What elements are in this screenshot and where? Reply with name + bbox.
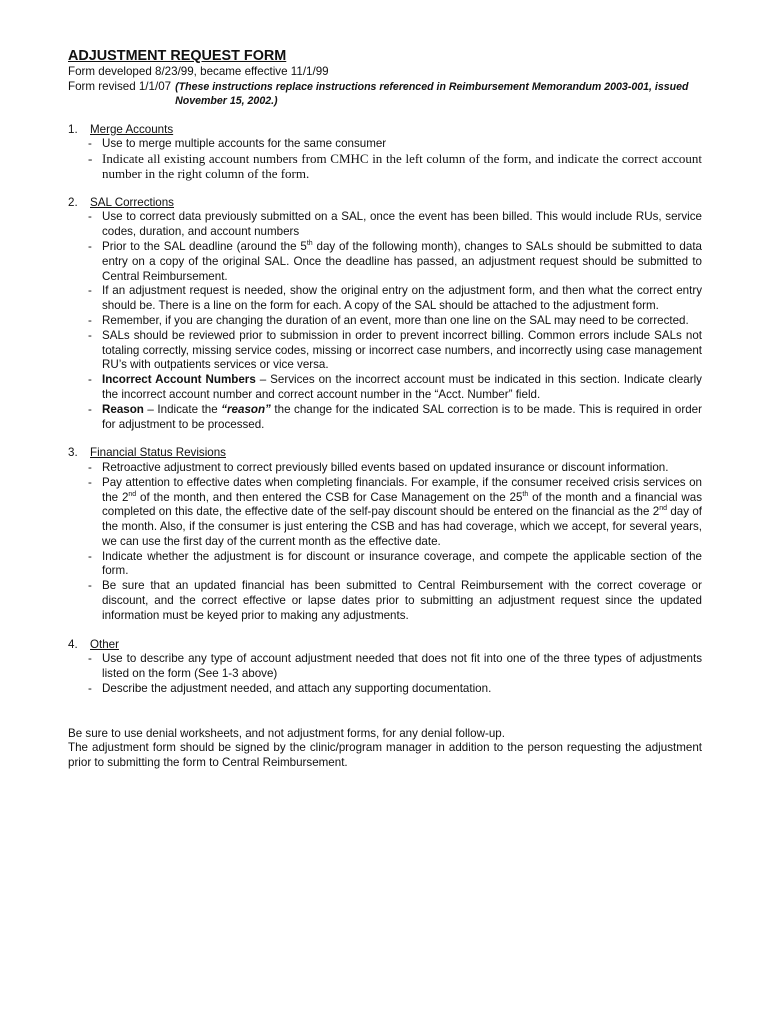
item-text: Prior to the SAL deadline (around the 5th day of the following month), changes to SALs should be submitted to data entry on a copy of the original SAL. Once the deadline has passed, an adjustment request should be submitted to Central Reimbursement. bbox=[102, 239, 702, 283]
item-text: Indicate all existing account numbers from CMHC in the left column of the form, and indicate the correct account number in the right column of the form. bbox=[102, 151, 702, 181]
section-number: 2. bbox=[68, 195, 78, 209]
list-item bbox=[88, 682, 702, 697]
form-title: ADJUSTMENT REQUEST FORM bbox=[68, 48, 287, 64]
section-number: 4. bbox=[68, 637, 78, 651]
item-text: Describe the adjustment needed, and attach any supporting documentation. bbox=[102, 681, 492, 695]
footer-line: Be sure to use denial worksheets, and not adjustment forms, for any denial follow-up. bbox=[68, 726, 505, 740]
list-item bbox=[88, 152, 702, 182]
list-item bbox=[88, 461, 702, 476]
item-text: If an adjustment request is needed, show the original entry on the adjustment form, and then what the correct entry should be. There is a line on the form for each. A copy of the SAL should be attached to the adjustment form. bbox=[102, 284, 702, 313]
list-item bbox=[88, 240, 702, 284]
bold-label: Reason bbox=[102, 402, 144, 416]
list-item bbox=[88, 579, 702, 623]
section-merge-accounts bbox=[68, 123, 702, 182]
footer-notes bbox=[68, 727, 702, 771]
list-item bbox=[88, 137, 702, 152]
dash-bullet: - bbox=[88, 210, 92, 224]
item-text: Pay attention to effective dates when completing financials. For example, if the consumer received crisis services on the 2nd of the month, and then entered the CSB for Case Management on the 25th of the month and a financial was completed on this date, the effective date of the self-pay discount should be entered on the financial as the 2nd day of the month. Also, if the consumer is just entering the CSB and has had coverage, which we accept, for several years, we can use the first day of the current month as the effective date. bbox=[102, 475, 702, 548]
list-item bbox=[88, 210, 702, 240]
dash-bullet: - bbox=[88, 402, 92, 416]
revised-line bbox=[68, 80, 702, 109]
item-text: Use to describe any type of account adjustment needed that does not fit into one of the three types of adjustments listed on the form (See 1-3 above) bbox=[102, 652, 702, 681]
dash-bullet: - bbox=[88, 475, 92, 489]
item-text: SALs should be reviewed prior to submission in order to prevent incorrect billing. Common errors include SALs not totaling correctly, missing service codes, missing or incorrect case numbers, and incorrectly using case management RU’s with outpatients services or vice versa. bbox=[102, 328, 702, 372]
section-sal-corrections bbox=[68, 196, 702, 433]
list-item bbox=[88, 403, 702, 433]
revised-note: (These instructions replace instructions referenced in Reimbursement Memorandum 2003-001, issued November 15, 2002.) bbox=[175, 80, 689, 108]
section-financial-status-revisions bbox=[68, 446, 702, 623]
section-number: 1. bbox=[68, 122, 78, 136]
emphasis-reason: “reason” bbox=[221, 402, 271, 416]
list-item bbox=[88, 284, 702, 314]
item-text: Indicate whether the adjustment is for discount or insurance coverage, and compete the applicable section of the form. bbox=[102, 549, 702, 578]
item-text: Reason – Indicate the “reason” the change for the indicated SAL correction is to be made. This is required in order for adjustment to be processed. bbox=[102, 402, 702, 431]
dash-bullet: - bbox=[88, 239, 92, 253]
dash-bullet: - bbox=[88, 579, 92, 593]
dash-bullet: - bbox=[88, 284, 92, 298]
dash-bullet: - bbox=[88, 313, 92, 327]
item-text: Use to merge multiple accounts for the same consumer bbox=[102, 137, 387, 151]
dash-bullet: - bbox=[88, 549, 92, 563]
dash-bullet: - bbox=[88, 652, 92, 666]
list-item bbox=[88, 314, 702, 329]
item-text: Remember, if you are changing the duration of an event, more than one line on the SAL may need to be corrected. bbox=[102, 313, 689, 327]
item-text: Use to correct data previously submitted on a SAL, once the event has been billed. This would include RUs, service codes, duration, and account numbers bbox=[102, 210, 702, 239]
section-title: Financial Status Revisions bbox=[90, 446, 226, 460]
section-title: Merge Accounts bbox=[90, 122, 174, 136]
document-content bbox=[68, 47, 702, 771]
section-number: 3. bbox=[68, 446, 78, 460]
list-item bbox=[88, 329, 702, 373]
dash-bullet: - bbox=[88, 151, 93, 167]
item-text: Retroactive adjustment to correct previously billed events based on updated insurance or discount information. bbox=[102, 460, 669, 474]
list-item bbox=[88, 550, 702, 580]
item-text: Incorrect Account Numbers – Services on the incorrect account must be indicated in this section. Indicate clearly the incorrect account number and correct account number in the “Acct. Number” field. bbox=[102, 373, 702, 401]
dash-bullet: - bbox=[88, 328, 92, 342]
footer-line: The adjustment form should be signed by the clinic/program manager in addition to the person requesting the adjustment prior to submitting the form to Central Reimbursement. bbox=[68, 741, 702, 770]
section-title: Other bbox=[90, 637, 119, 651]
dash-bullet: - bbox=[88, 681, 92, 695]
dash-bullet: - bbox=[88, 373, 92, 387]
item-text: Be sure that an updated financial has been submitted to Central Reimbursement with the correct coverage or discount, and the correct effective or lapse dates prior to submitting an adjustment request since the updated information must be keyed prior to making any adjustments. bbox=[102, 579, 702, 622]
developed-line: Form developed 8/23/99, became effective 11/1/99 bbox=[68, 65, 329, 78]
list-item bbox=[88, 476, 702, 550]
dash-bullet: - bbox=[88, 137, 92, 151]
bold-label: Incorrect Account Numbers bbox=[102, 373, 256, 387]
revised-label: Form revised 1/1/07 bbox=[68, 79, 172, 93]
dash-bullet: - bbox=[88, 460, 92, 474]
section-other bbox=[68, 638, 702, 697]
section-title: SAL Corrections bbox=[90, 195, 174, 209]
list-item bbox=[88, 373, 702, 403]
list-item bbox=[88, 652, 702, 682]
